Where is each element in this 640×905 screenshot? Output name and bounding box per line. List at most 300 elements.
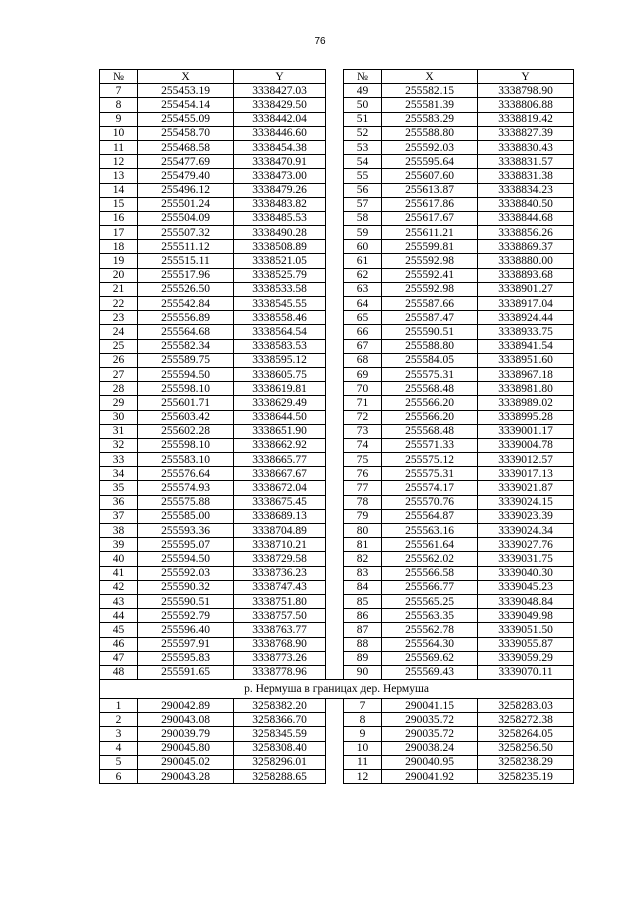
y-coordinate: 3339012.57 [478, 453, 574, 467]
point-number: 51 [344, 112, 382, 126]
point-number: 80 [344, 524, 382, 538]
point-number: 38 [100, 524, 138, 538]
point-number: 82 [344, 552, 382, 566]
y-coordinate: 3258382.20 [234, 699, 326, 713]
x-coordinate: 255601.71 [138, 396, 234, 410]
table-row [100, 637, 574, 651]
x-coordinate: 255569.43 [382, 665, 478, 679]
y-coordinate: 3338704.89 [234, 524, 326, 538]
point-number: 59 [344, 226, 382, 240]
y-coordinate: 3338545.55 [234, 297, 326, 311]
x-coordinate: 255511.12 [138, 240, 234, 254]
y-coordinate: 3338470.91 [234, 155, 326, 169]
point-number: 37 [100, 509, 138, 523]
point-number: 25 [100, 339, 138, 353]
x-coordinate: 255617.67 [382, 211, 478, 225]
x-coordinate: 255602.28 [138, 424, 234, 438]
column-gap [326, 325, 344, 339]
x-coordinate: 255590.51 [138, 594, 234, 608]
column-gap [326, 699, 344, 713]
header-number-right: № [344, 70, 382, 84]
point-number: 63 [344, 282, 382, 296]
x-coordinate: 290042.89 [138, 699, 234, 713]
table-row [100, 770, 574, 784]
column-gap [326, 367, 344, 381]
x-coordinate: 255526.50 [138, 282, 234, 296]
y-coordinate: 3258288.65 [234, 770, 326, 784]
point-number: 11 [344, 755, 382, 769]
column-gap [326, 282, 344, 296]
table-row [100, 282, 574, 296]
point-number: 42 [100, 580, 138, 594]
table-row [100, 524, 574, 538]
y-coordinate: 3258238.29 [478, 755, 574, 769]
table-row [100, 297, 574, 311]
x-coordinate: 255507.32 [138, 226, 234, 240]
header-x-left: X [138, 70, 234, 84]
table-row [100, 453, 574, 467]
point-number: 75 [344, 453, 382, 467]
point-number: 28 [100, 382, 138, 396]
x-coordinate: 255574.93 [138, 481, 234, 495]
point-number: 2 [100, 713, 138, 727]
y-coordinate: 3338446.60 [234, 126, 326, 140]
point-number: 68 [344, 353, 382, 367]
y-coordinate: 3339031.75 [478, 552, 574, 566]
x-coordinate: 290043.08 [138, 713, 234, 727]
y-coordinate: 3339023.39 [478, 509, 574, 523]
column-gap [326, 538, 344, 552]
y-coordinate: 3338806.88 [478, 98, 574, 112]
column-gap [326, 211, 344, 225]
x-coordinate: 255562.78 [382, 623, 478, 637]
column-gap [326, 112, 344, 126]
x-coordinate: 255588.80 [382, 339, 478, 353]
y-coordinate: 3338558.46 [234, 311, 326, 325]
point-number: 61 [344, 254, 382, 268]
header-y-right: Y [478, 70, 574, 84]
y-coordinate: 3338819.42 [478, 112, 574, 126]
x-coordinate: 255477.69 [138, 155, 234, 169]
point-number: 10 [344, 741, 382, 755]
y-coordinate: 3338605.75 [234, 367, 326, 381]
x-coordinate: 290040.95 [382, 755, 478, 769]
x-coordinate: 255453.19 [138, 84, 234, 98]
point-number: 53 [344, 140, 382, 154]
column-gap [326, 226, 344, 240]
y-coordinate: 3338485.53 [234, 211, 326, 225]
point-number: 87 [344, 623, 382, 637]
table-row [100, 481, 574, 495]
x-coordinate: 255479.40 [138, 169, 234, 183]
point-number: 7 [344, 699, 382, 713]
x-coordinate: 255583.10 [138, 453, 234, 467]
point-number: 74 [344, 438, 382, 452]
column-gap [326, 770, 344, 784]
column-gap [326, 70, 344, 84]
y-coordinate: 3338856.26 [478, 226, 574, 240]
x-coordinate: 255582.15 [382, 84, 478, 98]
column-gap [326, 580, 344, 594]
x-coordinate: 255581.39 [382, 98, 478, 112]
x-coordinate: 255587.66 [382, 297, 478, 311]
x-coordinate: 255594.50 [138, 367, 234, 381]
x-coordinate: 255563.35 [382, 609, 478, 623]
y-coordinate: 3258264.05 [478, 727, 574, 741]
x-coordinate: 255566.77 [382, 580, 478, 594]
table-row [100, 339, 574, 353]
x-coordinate: 290041.15 [382, 699, 478, 713]
column-gap [326, 609, 344, 623]
section-title: р. Нермуша в границах дер. Нермуша [100, 680, 574, 699]
x-coordinate: 255588.80 [382, 126, 478, 140]
point-number: 44 [100, 609, 138, 623]
point-number: 11 [100, 140, 138, 154]
column-gap [326, 727, 344, 741]
point-number: 56 [344, 183, 382, 197]
y-coordinate: 3338831.38 [478, 169, 574, 183]
column-gap [326, 410, 344, 424]
y-coordinate: 3339049.98 [478, 609, 574, 623]
y-coordinate: 3338880.00 [478, 254, 574, 268]
point-number: 29 [100, 396, 138, 410]
y-coordinate: 3338479.26 [234, 183, 326, 197]
x-coordinate: 255593.36 [138, 524, 234, 538]
point-number: 14 [100, 183, 138, 197]
point-number: 34 [100, 467, 138, 481]
table-row [100, 495, 574, 509]
point-number: 47 [100, 651, 138, 665]
point-number: 60 [344, 240, 382, 254]
point-number: 46 [100, 637, 138, 651]
point-number: 7 [100, 84, 138, 98]
table-row [100, 183, 574, 197]
table-row [100, 755, 574, 769]
column-gap [326, 197, 344, 211]
point-number: 88 [344, 637, 382, 651]
x-coordinate: 255596.40 [138, 623, 234, 637]
x-coordinate: 255595.83 [138, 651, 234, 665]
x-coordinate: 255592.79 [138, 609, 234, 623]
x-coordinate: 255542.84 [138, 297, 234, 311]
x-coordinate: 255592.98 [382, 282, 478, 296]
y-coordinate: 3338844.68 [478, 211, 574, 225]
point-number: 58 [344, 211, 382, 225]
y-coordinate: 3338917.04 [478, 297, 574, 311]
y-coordinate: 3338729.58 [234, 552, 326, 566]
table-row [100, 112, 574, 126]
point-number: 3 [100, 727, 138, 741]
column-gap [326, 651, 344, 665]
x-coordinate: 255599.81 [382, 240, 478, 254]
point-number: 15 [100, 197, 138, 211]
y-coordinate: 3258366.70 [234, 713, 326, 727]
point-number: 35 [100, 481, 138, 495]
column-gap [326, 552, 344, 566]
y-coordinate: 3338778.96 [234, 665, 326, 679]
point-number: 19 [100, 254, 138, 268]
x-coordinate: 255613.87 [382, 183, 478, 197]
point-number: 76 [344, 467, 382, 481]
table-row [100, 741, 574, 755]
y-coordinate: 3338869.37 [478, 240, 574, 254]
column-gap [326, 140, 344, 154]
y-coordinate: 3258235.19 [478, 770, 574, 784]
y-coordinate: 3338689.13 [234, 509, 326, 523]
point-number: 1 [100, 699, 138, 713]
x-coordinate: 255594.50 [138, 552, 234, 566]
x-coordinate: 255568.48 [382, 424, 478, 438]
column-gap [326, 665, 344, 679]
point-number: 12 [344, 770, 382, 784]
column-gap [326, 240, 344, 254]
table-row [100, 268, 574, 282]
table-row [100, 197, 574, 211]
column-gap [326, 453, 344, 467]
x-coordinate: 255575.12 [382, 453, 478, 467]
point-number: 31 [100, 424, 138, 438]
y-coordinate: 3339059.29 [478, 651, 574, 665]
y-coordinate: 3338667.67 [234, 467, 326, 481]
x-coordinate: 255584.05 [382, 353, 478, 367]
point-number: 43 [100, 594, 138, 608]
y-coordinate: 3339001.17 [478, 424, 574, 438]
y-coordinate: 3338941.54 [478, 339, 574, 353]
page-number: 76 [314, 36, 326, 47]
point-number: 70 [344, 382, 382, 396]
table-row [100, 98, 574, 112]
x-coordinate: 255575.31 [382, 467, 478, 481]
y-coordinate: 3338831.57 [478, 155, 574, 169]
column-gap [326, 382, 344, 396]
coordinates-table [99, 69, 574, 784]
column-gap [326, 169, 344, 183]
x-coordinate: 255561.64 [382, 538, 478, 552]
x-coordinate: 255590.51 [382, 325, 478, 339]
column-gap [326, 623, 344, 637]
point-number: 40 [100, 552, 138, 566]
y-coordinate: 3339040.30 [478, 566, 574, 580]
x-coordinate: 255585.00 [138, 509, 234, 523]
x-coordinate: 255592.98 [382, 254, 478, 268]
point-number: 30 [100, 410, 138, 424]
table-row [100, 727, 574, 741]
coordinates-body-a [100, 84, 574, 680]
y-coordinate: 3338533.58 [234, 282, 326, 296]
x-coordinate: 255564.30 [382, 637, 478, 651]
point-number: 55 [344, 169, 382, 183]
column-gap [326, 311, 344, 325]
point-number: 71 [344, 396, 382, 410]
column-gap [326, 353, 344, 367]
point-number: 86 [344, 609, 382, 623]
table-row [100, 126, 574, 140]
y-coordinate: 3338675.45 [234, 495, 326, 509]
y-coordinate: 3338995.28 [478, 410, 574, 424]
y-coordinate: 3338840.50 [478, 197, 574, 211]
table-row [100, 713, 574, 727]
table-row [100, 594, 574, 608]
table-row [100, 438, 574, 452]
point-number: 90 [344, 665, 382, 679]
point-number: 67 [344, 339, 382, 353]
point-number: 10 [100, 126, 138, 140]
point-number: 69 [344, 367, 382, 381]
point-number: 64 [344, 297, 382, 311]
point-number: 20 [100, 268, 138, 282]
header-y-left: Y [234, 70, 326, 84]
y-coordinate: 3338933.75 [478, 325, 574, 339]
y-coordinate: 3258308.40 [234, 741, 326, 755]
y-coordinate: 3338893.68 [478, 268, 574, 282]
x-coordinate: 255603.42 [138, 410, 234, 424]
point-number: 33 [100, 453, 138, 467]
table-row [100, 467, 574, 481]
y-coordinate: 3338665.77 [234, 453, 326, 467]
y-coordinate: 3339070.11 [478, 665, 574, 679]
table-row [100, 609, 574, 623]
y-coordinate: 3338736.23 [234, 566, 326, 580]
y-coordinate: 3339027.76 [478, 538, 574, 552]
x-coordinate: 290035.72 [382, 713, 478, 727]
x-coordinate: 255517.96 [138, 268, 234, 282]
y-coordinate: 3338901.27 [478, 282, 574, 296]
point-number: 79 [344, 509, 382, 523]
table-row [100, 240, 574, 254]
x-coordinate: 290045.80 [138, 741, 234, 755]
x-coordinate: 255575.31 [382, 367, 478, 381]
y-coordinate: 3338834.23 [478, 183, 574, 197]
x-coordinate: 255562.02 [382, 552, 478, 566]
x-coordinate: 255468.58 [138, 140, 234, 154]
point-number: 32 [100, 438, 138, 452]
x-coordinate: 255590.32 [138, 580, 234, 594]
column-gap [326, 254, 344, 268]
y-coordinate: 3339048.84 [478, 594, 574, 608]
point-number: 48 [100, 665, 138, 679]
y-coordinate: 3258272.38 [478, 713, 574, 727]
x-coordinate: 255592.03 [382, 140, 478, 154]
x-coordinate: 255574.17 [382, 481, 478, 495]
y-coordinate: 3338442.04 [234, 112, 326, 126]
column-gap [326, 509, 344, 523]
y-coordinate: 3338583.53 [234, 339, 326, 353]
coordinates-body-b [100, 699, 574, 784]
x-coordinate: 255566.20 [382, 410, 478, 424]
column-gap [326, 396, 344, 410]
x-coordinate: 255563.16 [382, 524, 478, 538]
y-coordinate: 3338595.12 [234, 353, 326, 367]
x-coordinate: 255556.89 [138, 311, 234, 325]
x-coordinate: 255595.07 [138, 538, 234, 552]
y-coordinate: 3339024.15 [478, 495, 574, 509]
x-coordinate: 255583.29 [382, 112, 478, 126]
table-row [100, 424, 574, 438]
x-coordinate: 290038.24 [382, 741, 478, 755]
column-gap [326, 268, 344, 282]
x-coordinate: 255582.34 [138, 339, 234, 353]
x-coordinate: 255504.09 [138, 211, 234, 225]
y-coordinate: 3339004.78 [478, 438, 574, 452]
point-number: 89 [344, 651, 382, 665]
table-row [100, 509, 574, 523]
point-number: 36 [100, 495, 138, 509]
x-coordinate: 255564.87 [382, 509, 478, 523]
point-number: 5 [100, 755, 138, 769]
x-coordinate: 255566.58 [382, 566, 478, 580]
table-row [100, 311, 574, 325]
column-gap [326, 637, 344, 651]
column-gap [326, 183, 344, 197]
y-coordinate: 3338429.50 [234, 98, 326, 112]
y-coordinate: 3338564.54 [234, 325, 326, 339]
column-gap [326, 524, 344, 538]
section-header [100, 680, 574, 699]
x-coordinate: 290045.02 [138, 755, 234, 769]
y-coordinate: 3339051.50 [478, 623, 574, 637]
table-row [100, 226, 574, 240]
point-number: 78 [344, 495, 382, 509]
x-coordinate: 255566.20 [382, 396, 478, 410]
table-row [100, 396, 574, 410]
table-row [100, 566, 574, 580]
column-gap [326, 741, 344, 755]
table-row [100, 382, 574, 396]
table-row [100, 665, 574, 679]
y-coordinate: 3338454.38 [234, 140, 326, 154]
x-coordinate: 255496.12 [138, 183, 234, 197]
y-coordinate: 3338768.90 [234, 637, 326, 651]
y-coordinate: 3339055.87 [478, 637, 574, 651]
point-number: 18 [100, 240, 138, 254]
table-row [100, 254, 574, 268]
y-coordinate: 3258296.01 [234, 755, 326, 769]
column-gap [326, 467, 344, 481]
y-coordinate: 3338672.04 [234, 481, 326, 495]
column-gap [326, 566, 344, 580]
y-coordinate: 3339021.87 [478, 481, 574, 495]
y-coordinate: 3338751.80 [234, 594, 326, 608]
x-coordinate: 290035.72 [382, 727, 478, 741]
column-gap [326, 339, 344, 353]
point-number: 26 [100, 353, 138, 367]
x-coordinate: 255598.10 [138, 438, 234, 452]
y-coordinate: 3338967.18 [478, 367, 574, 381]
y-coordinate: 3338508.89 [234, 240, 326, 254]
point-number: 4 [100, 741, 138, 755]
table-row [100, 580, 574, 594]
table-row [100, 353, 574, 367]
point-number: 66 [344, 325, 382, 339]
point-number: 23 [100, 311, 138, 325]
y-coordinate: 3338483.82 [234, 197, 326, 211]
column-gap [326, 424, 344, 438]
point-number: 45 [100, 623, 138, 637]
x-coordinate: 255575.88 [138, 495, 234, 509]
y-coordinate: 3339024.34 [478, 524, 574, 538]
x-coordinate: 255565.25 [382, 594, 478, 608]
y-coordinate: 3338757.50 [234, 609, 326, 623]
column-gap [326, 713, 344, 727]
y-coordinate: 3338473.00 [234, 169, 326, 183]
point-number: 72 [344, 410, 382, 424]
point-number: 8 [100, 98, 138, 112]
point-number: 6 [100, 770, 138, 784]
point-number: 73 [344, 424, 382, 438]
point-number: 17 [100, 226, 138, 240]
x-coordinate: 255564.68 [138, 325, 234, 339]
header-x-right: X [382, 70, 478, 84]
